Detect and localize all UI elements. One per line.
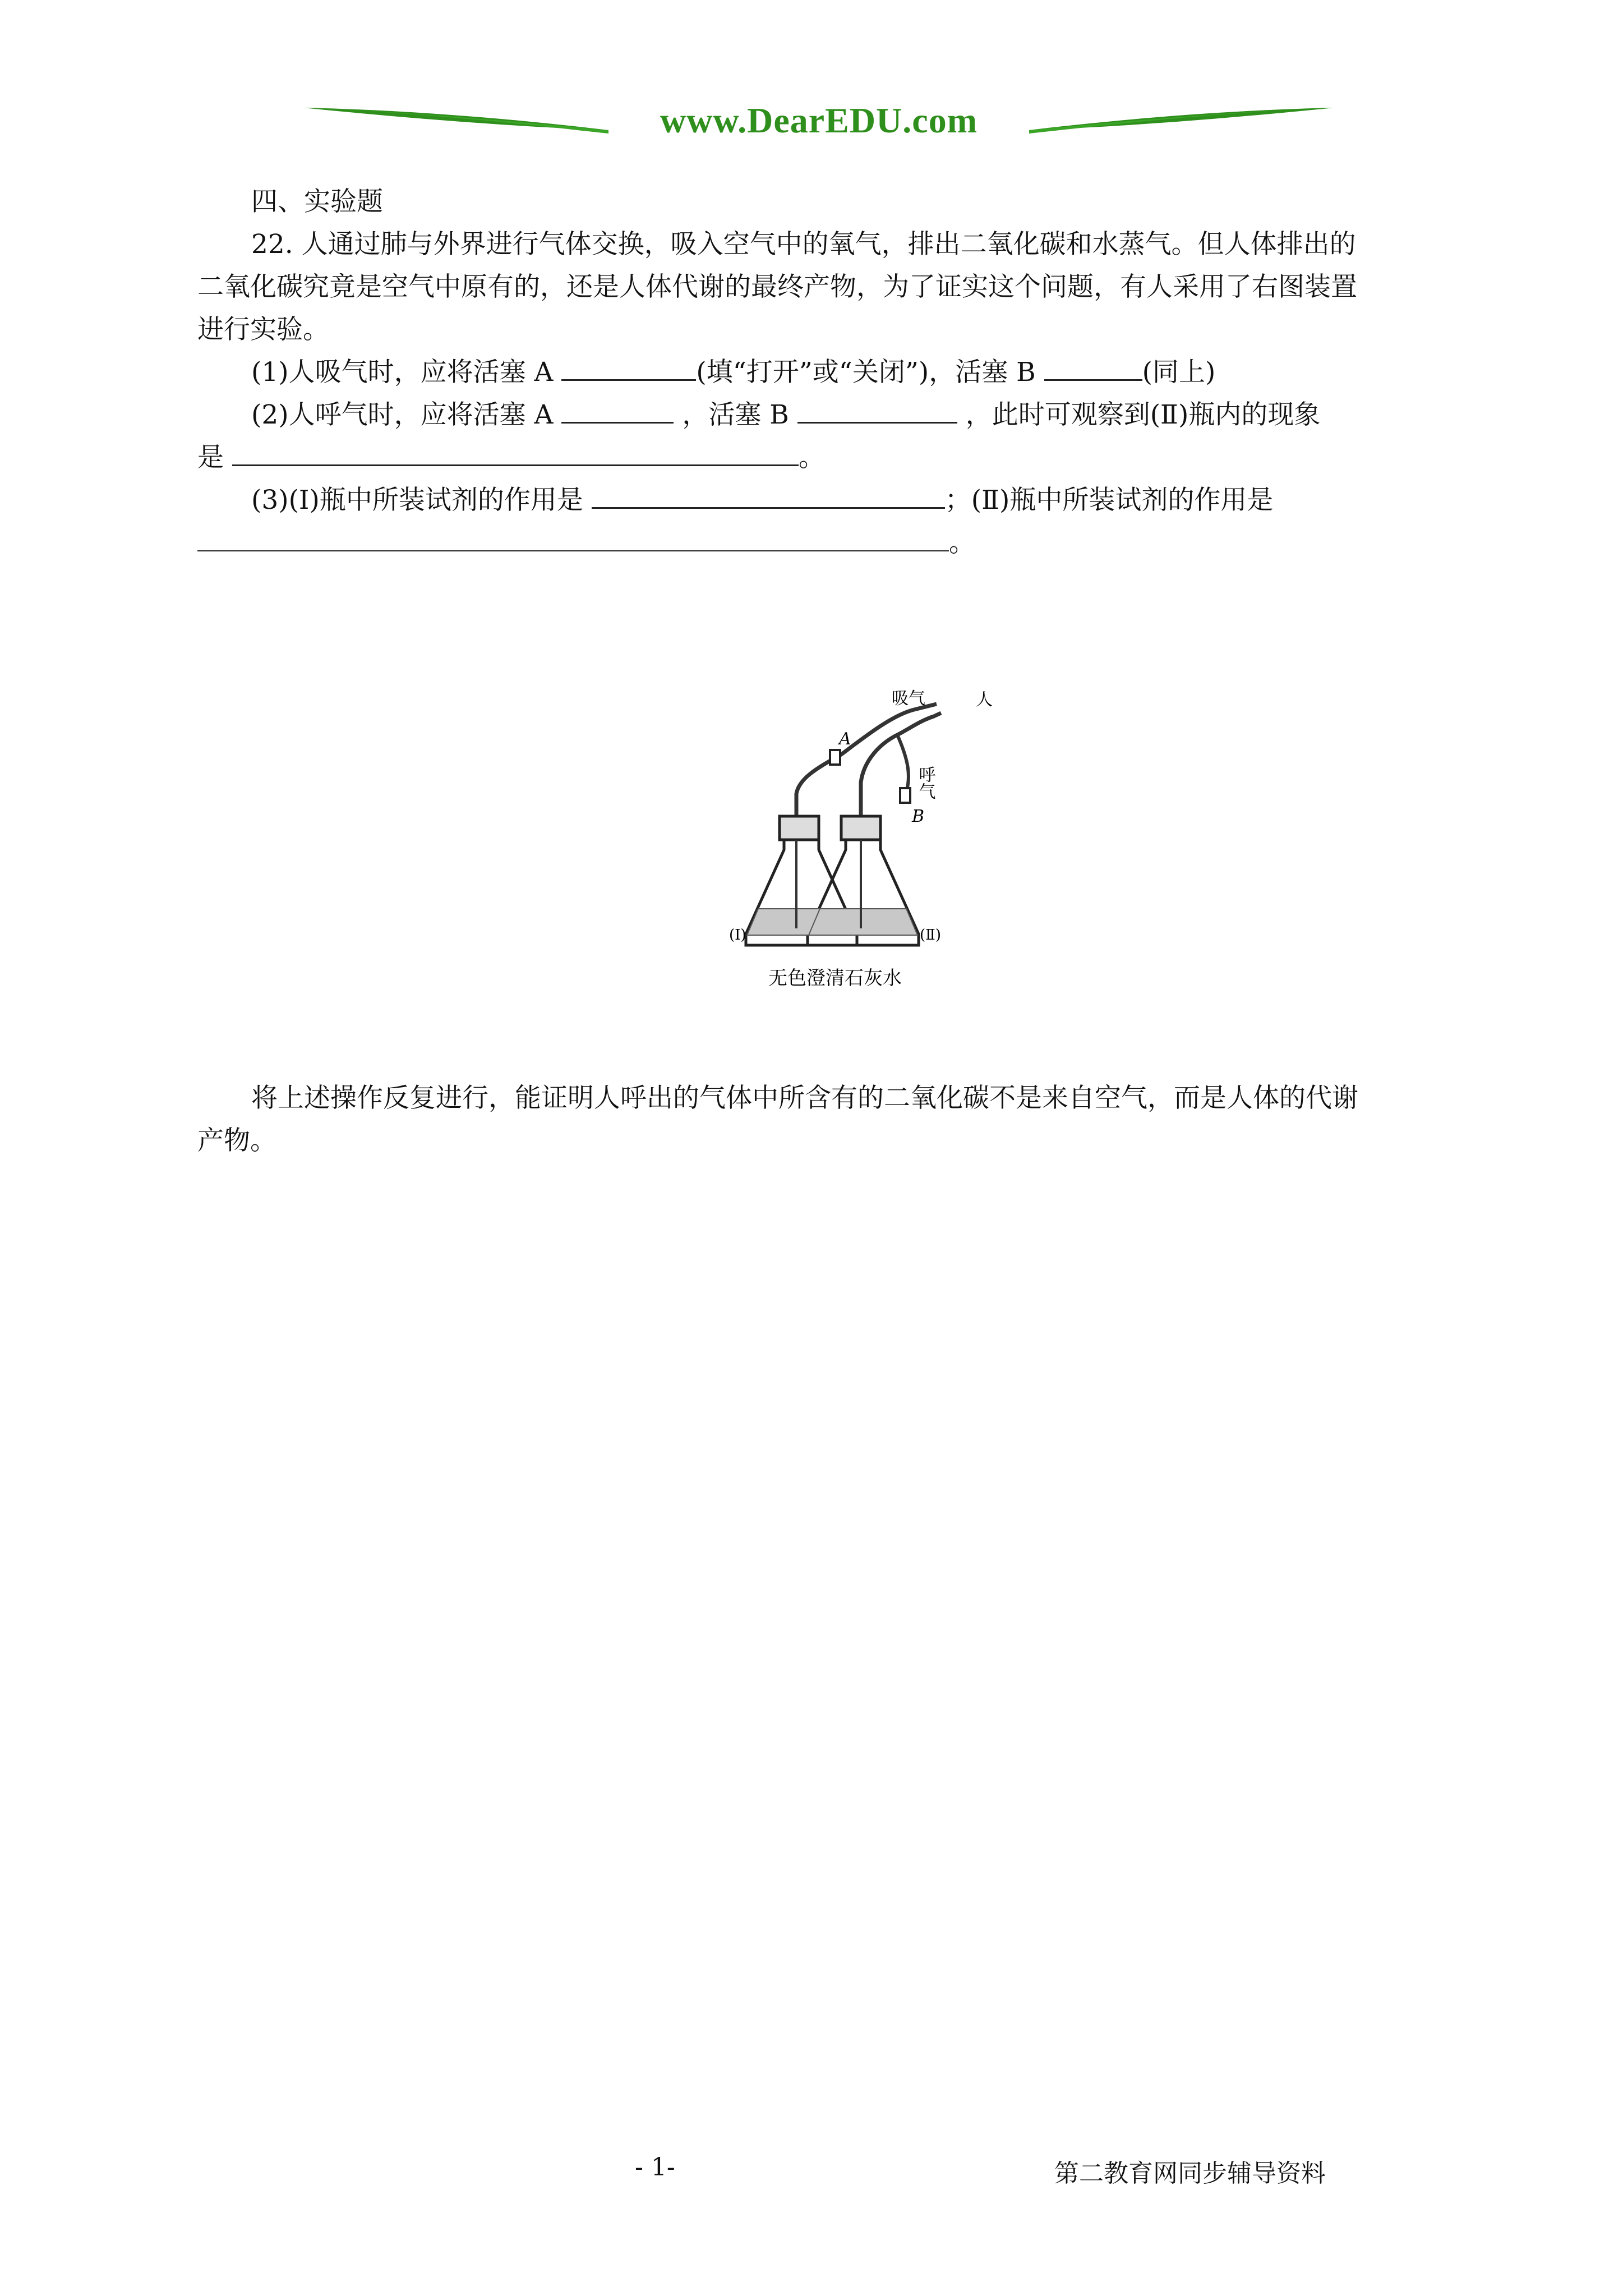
sub2-text-a: (2)人呼气时，应将活塞 A bbox=[251, 399, 562, 430]
question-line-2: 二氧化碳究竟是空气中原有的，还是人体代谢的最终产物，为了证实这个问题，有人采用了右图装置 bbox=[197, 272, 1357, 302]
sub-question-1 bbox=[251, 351, 1215, 394]
sub1-text-a: (1)人吸气时，应将活塞 A bbox=[251, 357, 562, 388]
figure-caption: 无色澄清石灰水 bbox=[768, 967, 902, 990]
answer-blank-3a[interactable] bbox=[592, 482, 945, 509]
answer-blank-3b[interactable] bbox=[197, 526, 949, 551]
sub3-text-c: 。 bbox=[949, 527, 975, 558]
sub2-text-e: 。 bbox=[798, 442, 825, 473]
label-flask-1: (Ⅰ) bbox=[729, 927, 746, 944]
site-logo-text: www.DearEDU.com bbox=[660, 100, 978, 140]
sub2-text-b: ，活塞 B bbox=[674, 399, 797, 430]
sub2-text-c: ，此时可观察到(Ⅱ)瓶内的现象 bbox=[957, 399, 1321, 430]
conclusion-line-2: 产物。 bbox=[197, 1125, 276, 1156]
sub-question-2-cont bbox=[197, 436, 825, 479]
label-person: 人 bbox=[976, 690, 993, 710]
sub1-text-b: (填“打开”或“关闭”)，活塞 B bbox=[696, 357, 1044, 388]
sub3-text-a: (3)(Ⅰ)瓶中所装试剂的作用是 bbox=[251, 485, 592, 516]
apparatus-diagram bbox=[729, 682, 998, 1007]
label-valve-b: B bbox=[912, 807, 925, 826]
sub2-text-d: 是 bbox=[197, 442, 232, 473]
sub-question-3-cont bbox=[197, 522, 975, 564]
valve-b-icon bbox=[900, 788, 910, 803]
valve-a-icon bbox=[830, 750, 840, 765]
question-line-1: 22. 人通过肺与外界进行气体交换，吸入空气中的氧气，排出二氧化碳和水蒸气。但人体排出的 bbox=[251, 229, 1356, 260]
conclusion-line-1: 将上述操作反复进行，能证明人呼出的气体中所含有的二氧化碳不是来自空气，而是人体的代谢 bbox=[251, 1083, 1358, 1114]
answer-blank-1b[interactable] bbox=[1044, 355, 1142, 381]
label-exhale: 呼气 bbox=[915, 766, 935, 799]
label-inhale: 吸气 bbox=[892, 689, 925, 708]
question-line-3: 进行实验。 bbox=[197, 314, 329, 345]
page-number: - 1- bbox=[635, 2153, 675, 2182]
section-title: 四、实验题 bbox=[251, 186, 383, 217]
sub-question-2 bbox=[251, 394, 1320, 436]
sub-question-3 bbox=[251, 479, 1273, 522]
answer-blank-2b[interactable] bbox=[797, 397, 957, 424]
footer-source: 第二教育网同步辅导资料 bbox=[1054, 2159, 1326, 2188]
sub1-text-c: (同上) bbox=[1142, 357, 1216, 388]
answer-blank-2c[interactable] bbox=[232, 440, 799, 466]
answer-blank-1a[interactable] bbox=[561, 355, 696, 381]
label-flask-2: (Ⅱ) bbox=[920, 927, 941, 944]
sub3-text-b: ；(Ⅱ)瓶中所装试剂的作用是 bbox=[944, 485, 1274, 516]
answer-blank-2a[interactable] bbox=[561, 397, 674, 424]
label-valve-a: A bbox=[839, 729, 851, 749]
